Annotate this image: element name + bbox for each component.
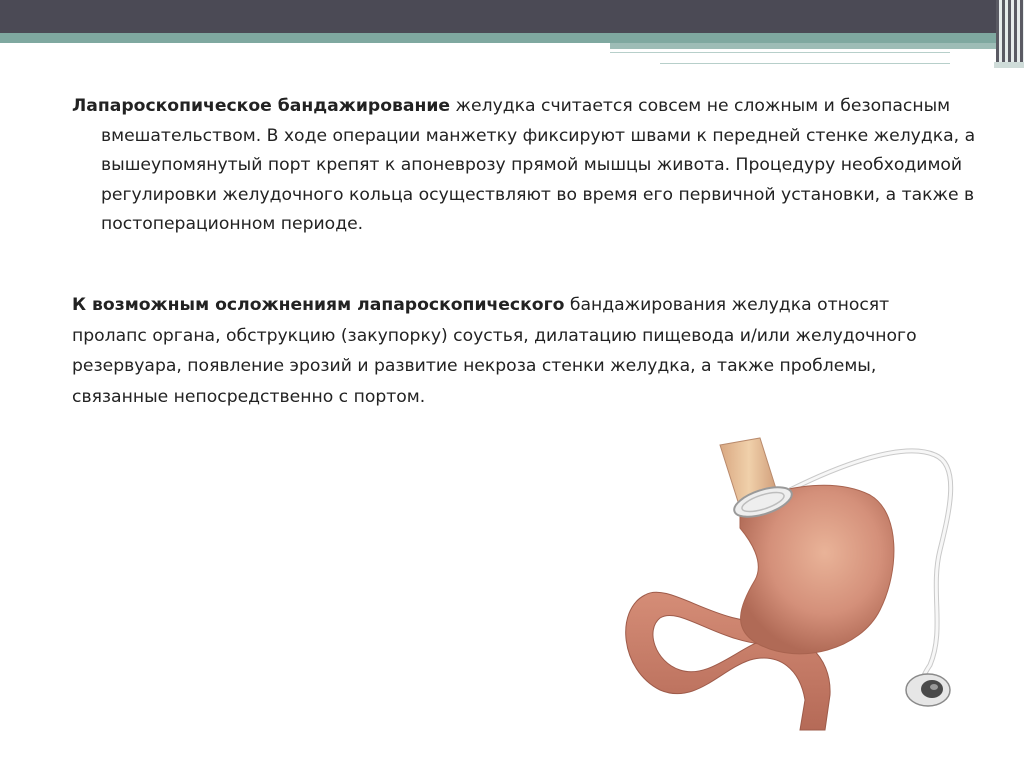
header-bar xyxy=(0,0,1024,33)
stomach-band-illustration xyxy=(600,430,1000,740)
header-divider-line-secondary xyxy=(660,63,950,64)
header-accent-stripe-secondary xyxy=(610,43,1000,49)
paragraph-body: бандажирования желудка относят пролапс органа, обструкцию (закупорку) соустья, дилатацию пищевода и/или желудочного резервуара, появление эрозий и развитие некроза стенки желудка, а также проблемы, связанные непосредственно с портом. xyxy=(72,295,917,407)
stomach-illustration-svg xyxy=(600,430,1000,740)
paragraph-complications xyxy=(72,290,942,412)
header-divider-line xyxy=(610,52,950,53)
paragraph-body: желудка считается совсем не сложным и безопасным вмешательством. В ходе операции манжетку фиксируют швами к передней стенке желудка, а вышеупомянутый порт крепят к апоневрозу прямой мышцы живота. Процедуру необходимой регулировки желудочного кольца осуществляют во время его первичной установки, а также в постоперационном периоде. xyxy=(101,96,976,234)
paragraph-band-procedure xyxy=(72,92,1001,240)
paragraph-bold-lead: Лапароскопическое бандажирование xyxy=(72,96,451,116)
paragraph-bold-lead: К возможным осложнениям лапароскопического xyxy=(72,295,565,315)
header-accent-stripe xyxy=(0,33,1000,43)
corner-accent xyxy=(994,62,1024,68)
corner-decoration xyxy=(996,0,1024,66)
port-device xyxy=(906,674,950,706)
